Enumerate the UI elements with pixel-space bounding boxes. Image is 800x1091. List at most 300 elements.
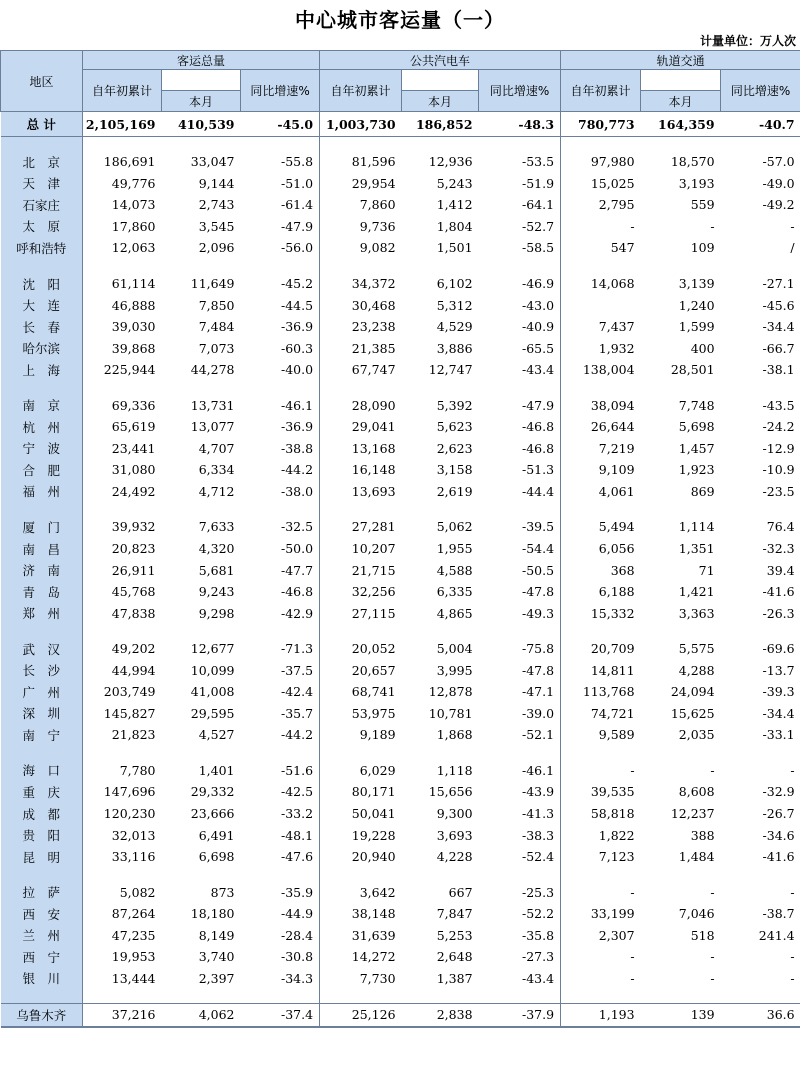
spacer-cell: [83, 137, 162, 152]
value-cell: 109: [690, 240, 715, 256]
value-cell: -: [710, 762, 715, 778]
value-cell: -47.8: [522, 662, 555, 678]
value-cell: -44.4: [522, 483, 555, 499]
value-cell: 873: [210, 884, 235, 900]
region-name: 哈尔滨: [1, 337, 83, 359]
spacer-cell: [641, 867, 721, 881]
region-name: 上 海: [1, 359, 83, 381]
value-cell: -: [790, 762, 795, 778]
value-cell: 3,995: [436, 662, 473, 678]
value-cell: -24.2: [762, 419, 795, 435]
value-cell: 1,923: [678, 462, 715, 478]
value-cell: 3,158: [436, 462, 473, 478]
table-row: [1, 459, 800, 481]
value-cell: 24,094: [670, 684, 715, 700]
value-cell: -44.2: [280, 462, 314, 478]
spacer-cell: [721, 989, 800, 1004]
value-cell: 58,818: [561, 803, 641, 825]
ytd-header-rail: 自年初累计: [561, 70, 641, 112]
region-name: 合 肥: [1, 459, 83, 481]
spacer-cell: [561, 624, 641, 638]
value-cell: -64.1: [522, 197, 555, 213]
value-cell: 21,823: [83, 724, 162, 746]
value-cell: 7,850: [198, 297, 235, 313]
value-cell: -61.4: [280, 197, 314, 213]
value-cell: -52.4: [522, 849, 555, 865]
value-cell: -33.2: [280, 806, 314, 822]
value-cell: 1,351: [678, 541, 715, 557]
value-cell: 7,860: [320, 194, 402, 216]
value-cell: 19,228: [320, 824, 402, 846]
value-cell: 15,332: [561, 602, 641, 624]
value-cell: 65,619: [83, 416, 162, 438]
value-cell: -57.0: [762, 154, 795, 170]
spacer-cell: [641, 137, 721, 152]
value-cell: -34.4: [762, 705, 795, 721]
value-cell: -39.0: [522, 705, 555, 721]
table-row: [1, 394, 800, 416]
yoy-header-total: 同比增速%: [241, 70, 320, 112]
spacer-cell: [241, 259, 320, 273]
value-cell: 26,911: [83, 559, 162, 581]
region-name: 广 州: [1, 681, 83, 703]
value-cell: 1,412: [436, 197, 473, 213]
value-cell: 38,094: [561, 394, 641, 416]
region-name: 呼和浩特: [1, 237, 83, 259]
table-row: [1, 359, 800, 381]
spacer-cell: [561, 502, 641, 516]
value-cell: 7,123: [561, 846, 641, 868]
spacer-cell: [162, 259, 241, 273]
value-cell: -43.9: [522, 784, 555, 800]
value-cell: 138,004: [561, 359, 641, 381]
value-cell: -37.5: [280, 662, 314, 678]
value-cell: 1,193: [561, 1004, 641, 1027]
value-cell: -23.5: [762, 483, 795, 499]
value-cell: 2,623: [436, 440, 473, 456]
value-cell: 74,721: [561, 703, 641, 725]
value-cell: 44,278: [190, 362, 235, 378]
value-cell: 203,749: [83, 681, 162, 703]
value-cell: 6,698: [198, 849, 235, 865]
table-row: [1, 803, 800, 825]
spacer-row: [1, 137, 800, 152]
table-row: [1, 781, 800, 803]
value-cell: -: [561, 881, 641, 903]
value-cell: -37.9: [479, 1004, 561, 1027]
value-cell: 5,253: [436, 927, 473, 943]
table-row: [1, 416, 800, 438]
value-cell: 3,545: [198, 218, 235, 234]
spacer-row: [1, 259, 800, 273]
value-cell: -28.4: [280, 927, 314, 943]
value-cell: 8,149: [198, 927, 235, 943]
month-header-bus: 本月: [402, 91, 479, 112]
value-cell: 25,126: [320, 1004, 402, 1027]
value-cell: 7,073: [198, 340, 235, 356]
ytd-header-bus: 自年初累计: [320, 70, 402, 112]
value-cell: -41.6: [762, 584, 795, 600]
value-cell: 5,575: [678, 641, 715, 657]
table-row: [1, 1004, 800, 1027]
spacer-cell: [162, 137, 241, 152]
value-cell: 39.4: [766, 562, 795, 578]
value-cell: 87,264: [83, 903, 162, 925]
table-row: [1, 681, 800, 703]
spacer-cell: [479, 867, 561, 881]
value-cell: 7,730: [320, 968, 402, 990]
value-cell: 6,335: [436, 584, 473, 600]
value-cell: -42.9: [280, 605, 314, 621]
value-cell: 39,030: [83, 316, 162, 338]
spacer-cell: [561, 259, 641, 273]
table-row: [1, 602, 800, 624]
value-cell: -43.5: [762, 397, 795, 413]
spacer-cell: [641, 502, 721, 516]
table-row: [1, 538, 800, 560]
value-cell: -35.9: [280, 884, 314, 900]
spacer-cell: [479, 624, 561, 638]
value-cell: -44.5: [280, 297, 314, 313]
region-name: 太 原: [1, 216, 83, 238]
value-cell: 9,298: [198, 605, 235, 621]
spacer-cell: [479, 989, 561, 1004]
value-cell: -10.9: [762, 462, 795, 478]
value-cell: 33,199: [561, 903, 641, 925]
value-cell: 4,288: [678, 662, 715, 678]
value-cell: 39,535: [561, 781, 641, 803]
spacer-cell: [479, 380, 561, 394]
value-cell: 39,868: [83, 337, 162, 359]
spacer-cell: [641, 380, 721, 394]
spacer-cell: [241, 989, 320, 1004]
spacer-cell: [320, 746, 402, 760]
table-row: [1, 173, 800, 195]
value-cell: 5,243: [436, 175, 473, 191]
value-cell: 11,649: [190, 276, 235, 291]
region-name: 贵 阳: [1, 824, 83, 846]
value-cell: 547: [561, 237, 641, 259]
value-cell: -52.2: [522, 906, 555, 922]
table-header: [1, 51, 800, 112]
value-cell: -: [790, 970, 795, 986]
region-name: 昆 明: [1, 846, 83, 868]
value-cell: 1,421: [678, 584, 715, 600]
value-cell: 869: [690, 483, 715, 499]
unit-label: 计量单位：万人次: [699, 34, 796, 48]
value-cell: 7,484: [198, 319, 235, 335]
value-cell: 3,363: [678, 605, 715, 621]
value-cell: -13.7: [762, 662, 795, 678]
yoy-header-rail: 同比增速%: [721, 70, 800, 112]
group-header-rail: 轨道交通: [561, 51, 800, 70]
region-name: 兰 州: [1, 925, 83, 947]
value-cell: -48.1: [280, 827, 314, 843]
value-cell: 14,272: [320, 946, 402, 968]
table-row: [1, 581, 800, 603]
value-cell: -56.0: [280, 240, 314, 256]
value-cell: -65.5: [522, 340, 555, 356]
spacer-cell: [721, 380, 800, 394]
spacer-row: [1, 989, 800, 1004]
region-name: 成 都: [1, 803, 83, 825]
region-name: 乌鲁木齐: [1, 1004, 83, 1027]
table-row: [1, 237, 800, 259]
value-cell: 7,633: [198, 519, 235, 535]
spacer-cell: [241, 502, 320, 516]
month-header-spacer: [162, 70, 241, 91]
value-cell: -51.9: [522, 175, 555, 191]
table-row: [1, 337, 800, 359]
table-body: [1, 112, 800, 1027]
spacer-cell: [402, 137, 479, 152]
value-cell: 41,008: [190, 684, 235, 700]
spacer-cell: [83, 746, 162, 760]
value-cell: 21,385: [320, 337, 402, 359]
group-header-total: 客运总量: [83, 51, 320, 70]
region-name: 海 口: [1, 760, 83, 782]
value-cell: 6,029: [320, 760, 402, 782]
spacer-cell: [641, 259, 721, 273]
spacer-cell: [641, 624, 721, 638]
value-cell: 9,189: [320, 724, 402, 746]
value-cell: -50.0: [280, 541, 314, 557]
value-cell: 12,878: [428, 684, 473, 700]
value-cell: 6,102: [436, 276, 473, 291]
region-name: 长 春: [1, 316, 83, 338]
value-cell: 388: [690, 827, 715, 843]
value-cell: 49,202: [83, 638, 162, 660]
value-cell: -: [561, 968, 641, 990]
region-name: 武 汉: [1, 638, 83, 660]
value-cell: -27.1: [762, 276, 795, 291]
table-row: [1, 846, 800, 868]
region-name: 福 州: [1, 481, 83, 503]
table-row: [1, 316, 800, 338]
value-cell: 186,691: [83, 151, 162, 173]
value-cell: -: [561, 760, 641, 782]
value-cell: -58.5: [522, 240, 555, 256]
value-cell: 145,827: [83, 703, 162, 725]
region-name: 杭 州: [1, 416, 83, 438]
value-cell: 6,491: [198, 827, 235, 843]
value-cell: -60.3: [280, 340, 314, 356]
spacer-cell: [402, 989, 479, 1004]
table-row: [1, 559, 800, 581]
value-cell: -38.3: [522, 827, 555, 843]
value-cell: -47.1: [522, 684, 555, 700]
value-cell: 9,736: [320, 216, 402, 238]
value-cell: 39,932: [83, 516, 162, 538]
value-cell: -54.4: [522, 541, 555, 557]
value-cell: 80,171: [320, 781, 402, 803]
region-name: 郑 州: [1, 602, 83, 624]
table-row: [1, 638, 800, 660]
value-cell: 139: [641, 1004, 721, 1027]
value-cell: 28,090: [320, 394, 402, 416]
region-name: 南 昌: [1, 538, 83, 560]
value-cell: 113,768: [561, 681, 641, 703]
value-cell: -32.9: [762, 784, 795, 800]
region-cell-empty: [1, 867, 83, 881]
value-cell: 12,237: [670, 806, 715, 822]
spacer-cell: [479, 259, 561, 273]
value-cell: -26.3: [762, 605, 795, 621]
value-cell: 81,596: [320, 151, 402, 173]
value-cell: -: [710, 884, 715, 900]
spacer-cell: [162, 380, 241, 394]
value-cell: /: [790, 240, 795, 256]
value-cell: 3,642: [320, 881, 402, 903]
value-cell: 20,940: [320, 846, 402, 868]
value-cell: -38.0: [280, 483, 314, 499]
value-cell: 20,709: [561, 638, 641, 660]
month-header-spacer: [402, 70, 479, 91]
value-cell: 31,639: [320, 925, 402, 947]
month-header-rail: 本月: [641, 91, 721, 112]
table-row: [1, 824, 800, 846]
value-cell: 3,193: [678, 175, 715, 191]
value-cell: 7,847: [436, 906, 473, 922]
value-cell: 38,148: [320, 903, 402, 925]
value-cell: 4,527: [198, 727, 235, 743]
value-cell: 45,768: [83, 581, 162, 603]
table-row: [1, 273, 800, 295]
value-cell: 4,061: [561, 481, 641, 503]
value-cell: 9,082: [320, 237, 402, 259]
value-cell: -: [790, 884, 795, 900]
spacer-cell: [641, 746, 721, 760]
value-cell: 2,307: [561, 925, 641, 947]
value-cell: 33,047: [190, 154, 235, 170]
value-cell: -42.5: [280, 784, 314, 800]
value-cell: 30,468: [320, 294, 402, 316]
value-cell: -51.3: [522, 462, 555, 478]
value-cell: 1,599: [678, 319, 715, 335]
value-cell: 23,441: [83, 438, 162, 460]
value-cell: 5,004: [436, 641, 473, 657]
spacer-cell: [561, 380, 641, 394]
value-cell: 15,625: [670, 705, 715, 721]
value-cell: 5,623: [436, 419, 473, 435]
spacer-cell: [83, 259, 162, 273]
value-cell: -27.3: [522, 949, 555, 965]
spacer-cell: [162, 502, 241, 516]
value-cell: 4,707: [198, 440, 235, 456]
value-cell: 19,953: [83, 946, 162, 968]
region-cell-empty: [1, 137, 83, 152]
ytd-header-total: 自年初累计: [83, 70, 162, 112]
value-cell: 14,073: [83, 194, 162, 216]
spacer-cell: [561, 989, 641, 1004]
spacer-cell: [83, 502, 162, 516]
value-cell: 36.6: [721, 1004, 800, 1027]
value-cell: 27,281: [320, 516, 402, 538]
region-name: 长 沙: [1, 659, 83, 681]
page-title: 中心城市客运量（一）: [295, 8, 505, 32]
value-cell: 2,795: [561, 194, 641, 216]
value-cell: 29,041: [320, 416, 402, 438]
value-cell: 1,401: [198, 762, 235, 778]
value-cell: 4,320: [198, 541, 235, 557]
value-cell: 780,773: [561, 112, 641, 137]
value-cell: 47,838: [83, 602, 162, 624]
value-cell: 7,219: [561, 438, 641, 460]
value-cell: [561, 294, 641, 316]
spacer-cell: [721, 259, 800, 273]
spacer-cell: [320, 137, 402, 152]
value-cell: 37,216: [83, 1004, 162, 1027]
value-cell: 10,099: [190, 662, 235, 678]
table-row: [1, 703, 800, 725]
value-cell: 410,539: [162, 112, 241, 137]
value-cell: -: [790, 949, 795, 965]
value-cell: 15,656: [428, 784, 473, 800]
value-cell: -43.4: [522, 970, 555, 986]
value-cell: -46.8: [522, 419, 555, 435]
spacer-row: [1, 624, 800, 638]
table-row: [1, 194, 800, 216]
value-cell: -: [561, 946, 641, 968]
table-row: [1, 659, 800, 681]
value-cell: 241.4: [758, 927, 795, 943]
table-row: [1, 438, 800, 460]
value-cell: -47.8: [522, 584, 555, 600]
value-cell: 3,740: [198, 949, 235, 965]
value-cell: 1,932: [561, 337, 641, 359]
value-cell: 4,228: [436, 849, 473, 865]
value-cell: -46.9: [522, 276, 555, 291]
value-cell: -30.8: [280, 949, 314, 965]
spacer-cell: [320, 624, 402, 638]
value-cell: 186,852: [402, 112, 479, 137]
value-cell: 29,595: [190, 705, 235, 721]
value-cell: -36.9: [280, 319, 314, 335]
value-cell: 13,077: [190, 419, 235, 435]
spacer-cell: [320, 259, 402, 273]
spacer-cell: [721, 624, 800, 638]
table-row: [1, 516, 800, 538]
value-cell: 2,619: [436, 483, 473, 499]
table-row: [1, 294, 800, 316]
month-header-total: 本月: [162, 91, 241, 112]
value-cell: 2,743: [198, 197, 235, 213]
table-row: [1, 946, 800, 968]
value-cell: 31,080: [83, 459, 162, 481]
value-cell: -41.6: [762, 849, 795, 865]
region-name: 银 川: [1, 968, 83, 990]
value-cell: -32.3: [762, 541, 795, 557]
region-name: 南 宁: [1, 724, 83, 746]
value-cell: 559: [690, 197, 715, 213]
value-cell: 32,256: [320, 581, 402, 603]
value-cell: -35.7: [280, 705, 314, 721]
value-cell: -52.1: [522, 727, 555, 743]
value-cell: 61,114: [83, 273, 162, 295]
value-cell: -40.0: [280, 362, 314, 378]
value-cell: 29,954: [320, 173, 402, 195]
spacer-cell: [241, 867, 320, 881]
value-cell: 46,888: [83, 294, 162, 316]
region-name: 西 宁: [1, 946, 83, 968]
spacer-cell: [402, 502, 479, 516]
value-cell: 1,003,730: [320, 112, 402, 137]
value-cell: 4,529: [436, 319, 473, 335]
spacer-cell: [320, 502, 402, 516]
value-cell: 24,492: [83, 481, 162, 503]
value-cell: 47,235: [83, 925, 162, 947]
region-name: 宁 波: [1, 438, 83, 460]
